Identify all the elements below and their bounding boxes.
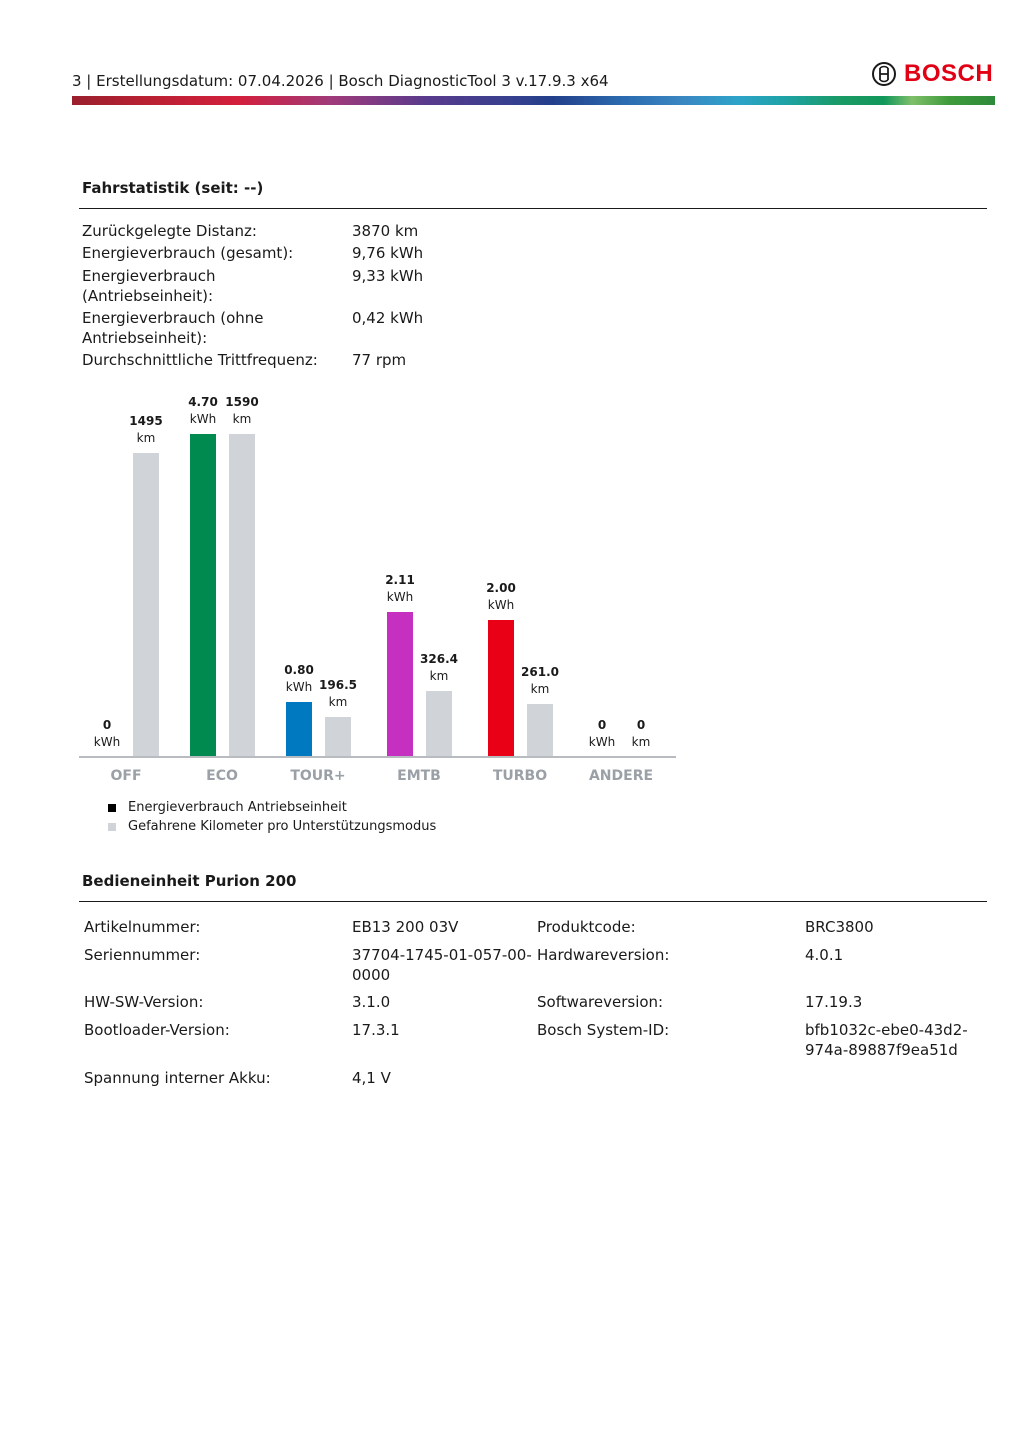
chart-x-axis (79, 756, 676, 758)
data-label-distance-emtb: 326.4 km (420, 651, 458, 683)
data-label-energy-eco: 4.70 kWh (188, 395, 218, 426)
bar-distance-turbo (527, 704, 553, 757)
device-value-hwsw: 3.1.0 (352, 993, 391, 1011)
bosch-logo-text: BOSCH (904, 60, 994, 87)
device-label-hwsw: HW-SW-Version: (84, 993, 204, 1011)
data-label-energy-turbo: 2.00 kWh (486, 580, 516, 612)
category-label-turbo: TURBO (492, 768, 548, 784)
category-label-andere: ANDERE (588, 768, 654, 784)
ride-stats-title: Fahrstatistik (seit: --) (82, 179, 264, 197)
device-value-productcode: BRC3800 (805, 918, 874, 936)
legend-item-distance (108, 819, 436, 834)
page-header-text: 3 | Erstellungsdatum: 07.04.2026 | Bosch DiagnosticTool 3 v.17.9.3 x64 (72, 72, 609, 90)
device-value-battery-voltage: 4,1 V (352, 1069, 391, 1087)
stat-label-cadence: Durchschnittliche Trittfrequenz: (82, 351, 318, 369)
device-label-article: Artikelnummer: (84, 918, 201, 936)
stat-value-distance: 3870 km (352, 222, 419, 240)
category-label-tour: TOUR+ (290, 768, 346, 784)
legend-label-energy: Energieverbrauch Antriebseinheit (128, 800, 347, 815)
bar-energy-tour (286, 702, 312, 757)
data-label-distance-eco: 1590 km (225, 395, 259, 426)
stat-label-energy-drive: Energieverbrauch (Antriebseinheit): (82, 267, 216, 305)
device-label-hardware: Hardwareversion: (537, 946, 670, 964)
device-label-systemid: Bosch System-ID: (537, 1021, 670, 1039)
category-label-off: OFF (110, 768, 142, 784)
data-label-distance-turbo: 261.0 km (521, 664, 559, 696)
stat-label-energy-total: Energieverbrauch (gesamt): (82, 244, 294, 262)
stat-value-energy-total: 9,76 kWh (352, 244, 424, 262)
device-label-productcode: Produktcode: (537, 918, 636, 936)
device-label-battery-voltage: Spannung interner Akku: (84, 1069, 271, 1087)
bar-distance-emtb (426, 691, 452, 757)
data-label-energy-emtb: 2.11 kWh (385, 572, 415, 604)
bar-distance-tour (325, 717, 351, 757)
device-title: Bedieneinheit Purion 200 (82, 872, 297, 890)
bar-energy-turbo (488, 620, 514, 757)
stat-label-energy-nondrive: Energieverbrauch (ohne Antriebseinheit): (82, 309, 264, 347)
device-value-serial: 37704-1745-01-057-00-0000 (352, 946, 532, 984)
ride-stats-divider (79, 208, 987, 209)
bar-distance-eco (229, 434, 255, 757)
stat-label-distance: Zurückgelegte Distanz: (82, 222, 257, 240)
device-value-hardware: 4.0.1 (805, 946, 844, 964)
data-label-energy-tour: 0.80 kWh (284, 663, 314, 695)
legend-swatch-energy (108, 804, 116, 812)
device-value-software: 17.19.3 (805, 993, 863, 1011)
brand-color-stripe (72, 96, 995, 105)
stat-value-energy-nondrive: 0,42 kWh (352, 309, 424, 327)
data-label-distance-tour: 196.5 km (319, 678, 357, 710)
bar-energy-eco (190, 434, 216, 757)
data-label-energy-off: 0 kWh (93, 718, 121, 749)
legend-swatch-distance (108, 823, 116, 831)
stat-value-energy-drive: 9,33 kWh (352, 267, 424, 285)
device-value-article: EB13 200 03V (352, 918, 459, 936)
device-value-systemid: bfb1032c-ebe0-43d2-974a-89887f9ea51d (805, 1021, 968, 1059)
device-label-bootloader: Bootloader-Version: (84, 1021, 230, 1039)
category-label-emtb: EMTB (397, 768, 441, 784)
device-divider (79, 901, 987, 902)
device-label-serial: Seriennummer: (84, 946, 201, 964)
device-value-bootloader: 17.3.1 (352, 1021, 400, 1039)
category-label-eco: ECO (206, 768, 238, 784)
device-label-software: Softwareversion: (537, 993, 664, 1011)
data-label-distance-andere: 0 km (631, 718, 651, 749)
bar-energy-emtb (387, 612, 413, 757)
legend-item-energy (108, 800, 347, 815)
data-label-distance-off: 1495 km (129, 414, 163, 446)
stat-value-cadence: 77 rpm (352, 351, 407, 369)
legend-label-distance: Gefahrene Kilometer pro Unterstützungsmodus (128, 819, 437, 834)
bosch-logo (872, 60, 993, 88)
bar-distance-off (133, 453, 159, 757)
data-label-energy-andere: 0 kWh (588, 718, 616, 749)
bosch-armature-icon (872, 62, 896, 86)
